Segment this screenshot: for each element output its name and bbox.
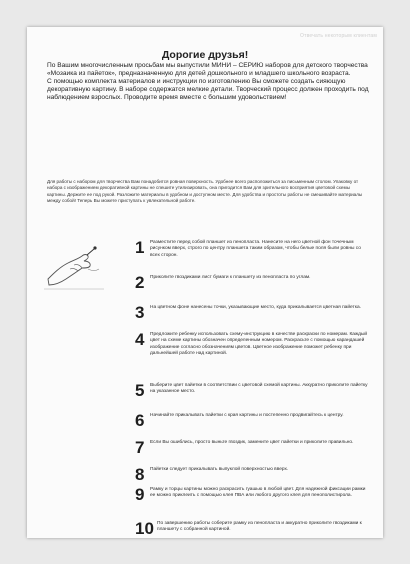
intro-paragraph: По Вашим многочисленным просьбам мы выпустили МИНИ – СЕРИЮ наборов для детского творчества «Мозаика из пайеток», предназначенную для детей дошкольного и младшего школьного возраста. (47, 62, 368, 78)
step-text: Начинайте прикалывать пайетки с края картины и постепенно продвигайтесь к центру. (150, 413, 344, 418)
hand-pinning-illustration (44, 239, 104, 291)
step-text: Пайетки следует прикалывать выпуклой поверхностью вверх. (150, 467, 289, 472)
step-number: 9 (135, 485, 145, 504)
step-number: 8 (135, 465, 145, 484)
step-number: 5 (135, 381, 145, 400)
preparation-text: Для работы с набором для творчества Вам понадобится ровная поверхность. Удобнее всего расположиться за письменным столом. Упаковку от набора с изображением декоративной картины не спешите утилизировать, она пригодится Вам для зрительного восприятия цветовой схемы картины. Держите ее под рукой. Разложите материалы в удобном и доступном месте. Для удобства и простоты работы не смешивайте материалы между собой! Теперь Вы можете приступать к увлекательной работе. (47, 179, 363, 203)
step-text: На цветном фоне нанесены точки, указывающие место, куда прикалывается цветная пайетка. (150, 305, 361, 310)
step-number: 2 (135, 273, 145, 292)
step-text: Предложите ребенку использовать схему-инструкцию в качестве раскраски по номерам. Каждый цвет на схеме картины обозначен определенным номером. Раскрасьте с помощью карандашей изображение согласно обозначениям цветов. Цветное изображение поможет ребенку при дальнейшей работе над картиной. (150, 332, 368, 357)
page-title: Дорогие друзья! (161, 49, 249, 61)
step-number: 1 (135, 238, 145, 257)
instruction-sheet (27, 27, 383, 538)
step-text: Приколите гвоздиками лист бумаги к планшету из пенопласта по углам. (150, 275, 311, 280)
step-text: По завершению работы соберите рамку из пенопласта и аккуратно приколите гвоздиками к планшету с собранной картиной. (157, 521, 362, 533)
step-number: 10 (135, 519, 154, 538)
step-text: Если Вы ошиблись, просто выньте гвоздик, замените цвет пайетки и приколите правильно. (150, 440, 354, 445)
step-number: 7 (135, 438, 145, 457)
intro-text (47, 62, 369, 102)
step-number: 3 (135, 303, 145, 322)
intro-paragraph: С помощью комплекта материалов и инструкции по изготовлению Вы сможете создать сияющую декоративную картину. В наборе содержатся мелкие детали. Творческий процесс должен проходить под наблюдением взрослых. Проводите время вместе с большим удовольствием! (47, 78, 369, 102)
step-number: 4 (135, 330, 145, 349)
step-text: Выберите цвет пайетки в соответствии с цветовой схемой картины. Аккуратно приколите пайетку на указанное место. (150, 383, 368, 395)
step-number: 6 (135, 411, 145, 430)
corner-note: Отвечать некоторым клиентам (300, 33, 377, 39)
step-text: Разместите перед собой планшет из пенопласта. Нанесите на него цветной фон точечным рисунком вверх, строго по центру планшета таким образом, чтобы белые поля были ровны со всех сторон. (150, 240, 361, 258)
step-text: Рамку и торцы картины можно раскрасить гуашью в любой цвет. Для надежной фиксации рамки ее можно приклеить с помощью клея ПВА или любого другого клея для пенополистирола. (150, 487, 366, 499)
